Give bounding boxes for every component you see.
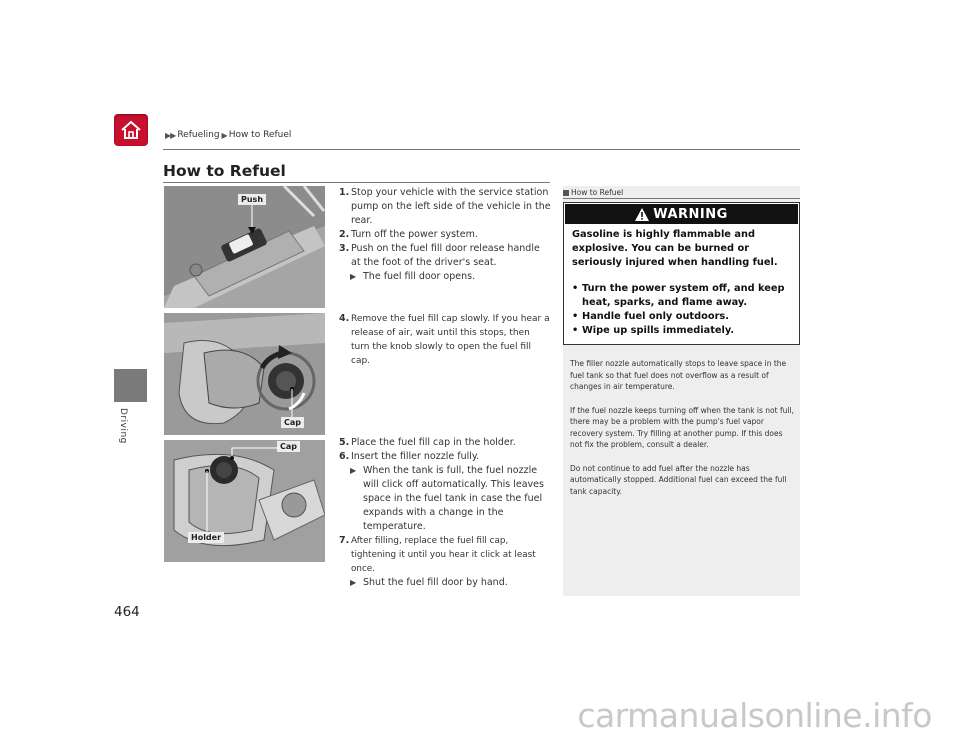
- holder-label: Holder: [188, 532, 224, 543]
- step-item: [339, 242, 551, 270]
- home-icon: [119, 119, 143, 141]
- fuel-door-release-photo: [164, 186, 325, 308]
- step-number: 5.: [339, 437, 350, 448]
- section-tab-label: Driving: [118, 408, 128, 444]
- step-text: Stop your vehicle with the service station pump on the left side of the vehicle in the rear.: [351, 187, 551, 226]
- step-number: 3.: [339, 243, 350, 254]
- title-divider: [163, 182, 550, 183]
- step-result-text: Shut the fuel fill door by hand.: [363, 577, 508, 588]
- warning-list-item: • Wipe up spills immediately.: [572, 324, 794, 338]
- panel-heading-text: How to Refuel: [571, 188, 624, 197]
- breadcrumb: [165, 130, 291, 140]
- step-item: [339, 450, 553, 464]
- step-result-text: When the tank is full, the fuel nozzle will click off automatically. This leaves space in the fuel tank in case the fuel expands with a change in the temperature.: [363, 465, 544, 532]
- step-result: [339, 270, 551, 284]
- cap-pointer: [230, 446, 282, 460]
- step-text: Remove the fuel fill cap slowly. If you hear a release of air, wait until this stops, then turn the knob slowly to open the fuel fill cap.: [351, 314, 550, 366]
- step-result-text: The fuel fill door opens.: [363, 271, 476, 282]
- cap-label: Cap: [281, 417, 304, 428]
- breadcrumb-arrow-icon: ▶: [221, 130, 227, 140]
- remove-fuel-cap-photo: [164, 313, 325, 435]
- breadcrumb-item-how-to-refuel[interactable]: How to Refuel: [228, 130, 292, 140]
- result-arrow-icon: ▶: [350, 578, 357, 587]
- warning-title: WARNING: [653, 206, 728, 222]
- steps-group-1: [339, 186, 551, 284]
- breadcrumb-arrow-icon: ▶▶: [165, 130, 176, 140]
- note-paragraph: The filler nozzle automatically stops to leave space in the fuel tank so that fuel does not overflow as a result of changes in air temperature.: [570, 359, 787, 391]
- warning-banner: [565, 204, 798, 224]
- step-text: After filling, replace the fuel fill cap, tightening it until you hear it click at least once.: [351, 536, 536, 574]
- step-number: 7.: [339, 535, 350, 546]
- section-tab-marker: [114, 369, 147, 402]
- note-paragraph: If the fuel nozzle keeps turning off when the tank is not full, there may be a problem with the pump's fuel vapor recovery system. Try filling at another pump. If this does not fix the problem, consult a dealer.: [570, 405, 794, 449]
- step-text: Turn off the power system.: [351, 229, 478, 240]
- step-number: 4.: [339, 313, 350, 324]
- cap-pointer: [286, 387, 298, 417]
- warning-list-item: • Turn the power system off, and keep heat, sparks, and flame away.: [572, 282, 794, 310]
- warning-text: Gasoline is highly flammable and explosive. You can be burned or seriously injured when handling fuel.: [572, 229, 778, 268]
- panel-divider: [563, 198, 800, 199]
- holder-pointer: [202, 468, 212, 532]
- step-item: [339, 228, 551, 242]
- step-item: [339, 312, 551, 368]
- step-text: Insert the filler nozzle fully.: [351, 451, 480, 462]
- cap-in-holder-photo: [164, 440, 325, 562]
- step-item: [339, 436, 553, 450]
- step-item: [339, 534, 553, 576]
- warning-triangle-icon: [635, 208, 649, 221]
- panel-heading: [563, 188, 623, 197]
- steps-group-2: [339, 312, 551, 368]
- step-result: [339, 576, 553, 590]
- watermark: carmanualsonline.info: [577, 696, 932, 735]
- warning-body: [572, 228, 794, 338]
- push-pointer: [246, 205, 258, 235]
- step-number: 6.: [339, 451, 350, 462]
- page-number: 464: [114, 604, 140, 620]
- notes: [570, 358, 794, 509]
- step-item: [339, 186, 551, 228]
- step-text: Place the fuel fill cap in the holder.: [351, 437, 516, 448]
- push-label: Push: [238, 194, 266, 205]
- step-number: 1.: [339, 187, 350, 198]
- reference-marker-icon: [563, 190, 569, 196]
- home-button[interactable]: [114, 114, 148, 146]
- note-paragraph: Do not continue to add fuel after the nozzle has automatically stopped. Additional fuel can exceed the full tank capacity.: [570, 463, 787, 496]
- header-divider: [163, 149, 800, 150]
- step-number: 2.: [339, 229, 350, 240]
- result-arrow-icon: ▶: [350, 466, 357, 475]
- breadcrumb-item-refueling[interactable]: Refueling: [177, 130, 220, 140]
- step-text: Push on the fuel fill door release handle at the foot of the driver's seat.: [351, 243, 540, 268]
- page-title: How to Refuel: [163, 162, 286, 180]
- cap-label: Cap: [277, 441, 300, 452]
- steps-group-3: [339, 436, 553, 590]
- warning-list: [572, 282, 794, 338]
- step-result: [339, 464, 553, 534]
- result-arrow-icon: ▶: [350, 272, 357, 281]
- warning-list-item: • Handle fuel only outdoors.: [572, 310, 794, 324]
